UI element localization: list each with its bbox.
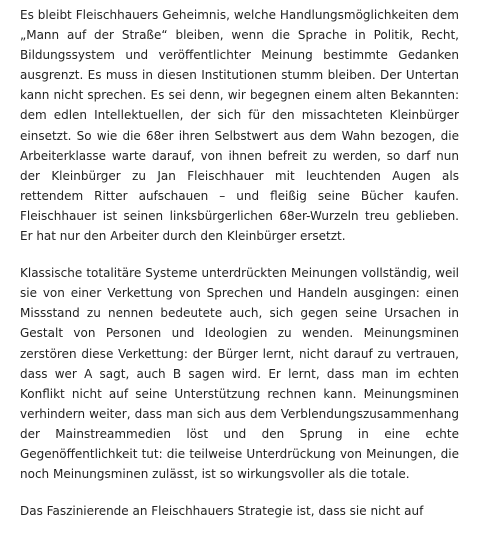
paragraph-1: Es bleibt Fleischhauers Geheimnis, welche Handlungsmöglichkeiten dem „Mann auf der Straße“ bleiben, wenn die Sprache in Politik, Recht, Bildungssystem und veröffentlichter Meinung bestimmte Gedanken ausgrenzt. Es muss in diesen Institutionen stumm bleiben. Der Untertan kann nicht sprechen. Es sei denn, wir begegnen einem alten Bekannten: dem edlen Intellektuellen, der sich für den missachteten Kleinbürger einsetzt. So wie die 68er ihren Selbstwert aus dem Wahn bezogen, die Arbeiterklasse warte darauf, von ihnen befreit zu werden, so darf nun der Kleinbürger zu Jan Fleischhauer mit leuchtenden Augen als rettendem Ritter aufschauen – und fleißig seine Bücher kaufen. Fleischhauer ist seinen linksbürgerlichen 68er-Wurzeln treu geblieben. Er hat nur den Arbeiter durch den Kleinbürger ersetzt. (20, 8, 459, 244)
paragraph-2: Klassische totalitäre Systeme unterdrückten Meinungen vollständig, weil sie von einer Verkettung von Sprechen und Handeln ausgingen: einen Missstand zu nennen bedeutete auch, sich gegen seine Ursachen in Gestalt von Personen und Ideologien zu wenden. Meinungsminen zerstören diese Verkettung: der Bürger lernt, nicht darauf zu vertrauen, dass wer A sagt, auch B sagen wird. Er lernt, dass man im echten Konflikt nicht auf seine Unterstützung rechnen kann. Meinungsminen verhindern weiter, dass man sich aus dem Verblendungszusammenhang der Mainstreammedien löst und den Sprung in eine echte Gegenöffentlichkeit tut: die teilweise Unterdrückung von Meinungen, die noch Meinungsminen zulässt, ist so wirkungsvoller als die totale. (20, 266, 459, 482)
paragraph-3: Das Faszinierende an Fleischhauers Strategie ist, dass sie nicht auf (20, 504, 424, 519)
article-body (20, 5, 459, 521)
